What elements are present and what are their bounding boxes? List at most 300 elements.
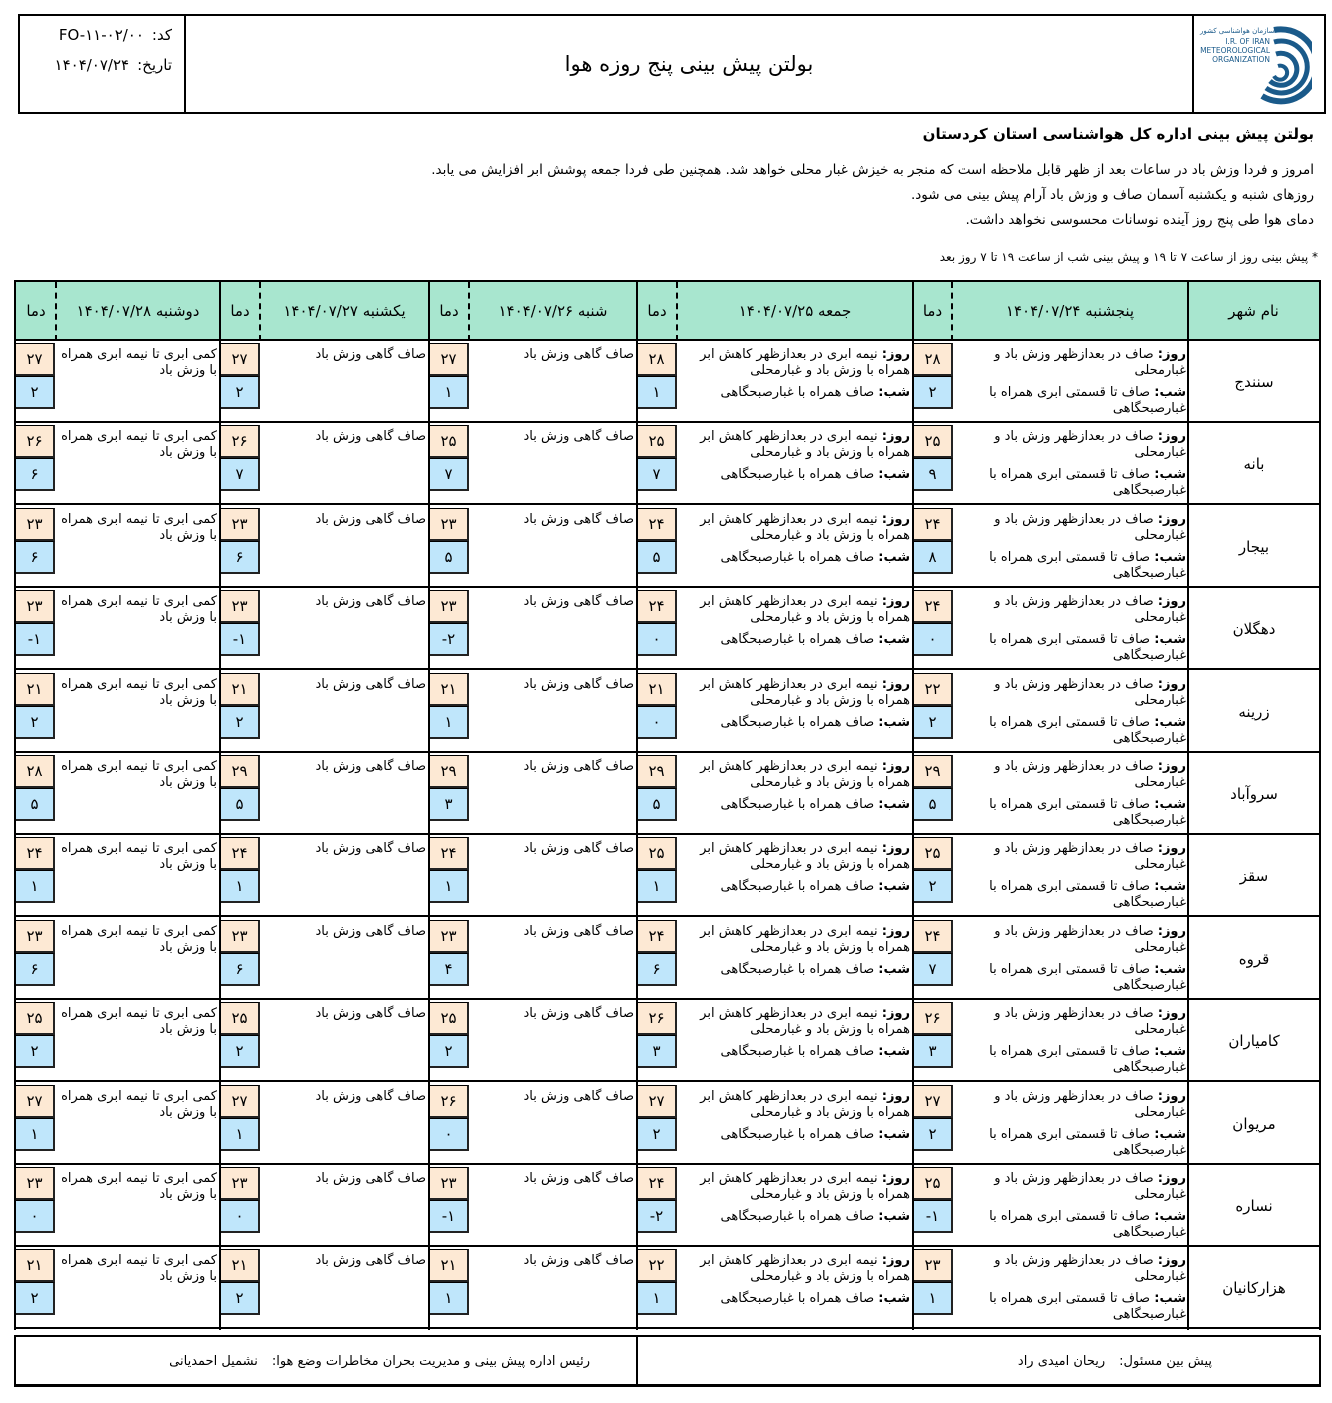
day-text: نیمه ابری در بعدازظهر کاهش ابر همراه با وزش باد و غبارمحلی	[700, 1089, 910, 1120]
min-temp-thursday: ۰	[913, 623, 953, 656]
day-text: نیمه ابری در بعدازظهر کاهش ابر همراه با وزش باد و غبارمحلی	[700, 512, 910, 543]
min-temp-sunday: ۷	[220, 458, 260, 491]
day-text: نیمه ابری در بعدازظهر کاهش ابر همراه با وزش باد و غبارمحلی	[700, 1171, 910, 1202]
weather-description-sunday: صاف گاهی وزش باد	[315, 1089, 426, 1104]
min-temp-monday: ۶	[15, 541, 55, 574]
day-text: صاف در بعدازظهر وزش باد و غبارمحلی	[994, 1253, 1186, 1284]
weather-description-sunday: صاف گاهی وزش باد	[315, 1171, 426, 1186]
day-label: روز:	[881, 759, 910, 774]
day-forecast	[681, 759, 910, 791]
min-temp-saturday: ۵	[429, 541, 469, 574]
max-temp-thursday: ۲۶	[913, 1002, 953, 1035]
night-forecast	[681, 632, 910, 648]
weather-description-sunday: صاف گاهی وزش باد	[315, 924, 426, 939]
night-text: صاف تا قسمتی ابری همراه با غبارصبحگاهی	[989, 1209, 1186, 1240]
day-forecast	[681, 1006, 910, 1038]
weather-description-thursday	[956, 759, 1186, 829]
max-temp-friday: ۲۸	[637, 343, 677, 376]
day-label: روز:	[881, 1171, 910, 1186]
night-text: صاف همراه با غبارصبحگاهی	[720, 632, 875, 647]
max-temp-saturday: ۲۴	[429, 837, 469, 870]
night-label: شب:	[878, 1209, 910, 1224]
day-header-saturday: شنبه ۱۴۰۴/۰۷/۲۶	[469, 280, 637, 341]
weather-description-sunday: صاف گاهی وزش باد	[315, 347, 426, 362]
night-text: صاف تا قسمتی ابری همراه با غبارصبحگاهی	[989, 797, 1186, 828]
temp-header-monday: دما	[14, 280, 56, 341]
min-temp-sunday: ۲	[220, 376, 260, 409]
weather-description-monday: کمی ابری تا نیمه ابری همراه با وزش باد	[61, 429, 217, 460]
night-forecast	[956, 797, 1186, 829]
weather-description-friday	[681, 1253, 910, 1307]
temp-header-friday: دما	[637, 280, 677, 341]
night-text: صاف همراه با غبارصبحگاهی	[720, 550, 875, 565]
max-temp-monday: ۲۸	[15, 755, 55, 788]
night-label: شب:	[1154, 550, 1186, 565]
day-text: صاف در بعدازظهر وزش باد و غبارمحلی	[994, 594, 1186, 625]
document-code-box	[18, 14, 186, 114]
night-label: شب:	[1154, 715, 1186, 730]
night-text: صاف همراه با غبارصبحگاهی	[720, 467, 875, 482]
column-divider	[219, 280, 221, 1330]
day-text: نیمه ابری در بعدازظهر کاهش ابر همراه با وزش باد و غبارمحلی	[700, 924, 910, 955]
day-label: روز:	[1157, 1171, 1186, 1186]
night-text: صاف همراه با غبارصبحگاهی	[720, 715, 875, 730]
max-temp-sunday: ۲۶	[220, 425, 260, 458]
max-temp-friday: ۲۴	[637, 920, 677, 953]
night-label: شب:	[878, 550, 910, 565]
min-temp-friday: ۲	[637, 1118, 677, 1151]
max-temp-friday: ۲۴	[637, 590, 677, 623]
city-name: نساره	[1235, 1197, 1273, 1215]
night-label: شب:	[1154, 1291, 1186, 1306]
day-label: روز:	[881, 594, 910, 609]
day-label: روز:	[1157, 924, 1186, 939]
night-text: صاف همراه با غبارصبحگاهی	[720, 1127, 875, 1142]
max-temp-friday: ۲۶	[637, 1002, 677, 1035]
day-label: روز:	[1157, 429, 1186, 444]
min-temp-saturday: ۲	[429, 1035, 469, 1068]
weather-description-friday	[681, 924, 910, 978]
intro-line-3: دمای هوا طی پنج روز آینده نوسانات محسوسی نخواهد داشت.	[965, 212, 1314, 228]
code-line	[59, 26, 172, 44]
night-label: شب:	[878, 385, 910, 400]
day-header-thursday: پنجشنبه ۱۴۰۴/۰۷/۲۴	[952, 280, 1188, 341]
header-divider	[259, 282, 261, 341]
day-text: نیمه ابری در بعدازظهر کاهش ابر همراه با وزش باد و غبارمحلی	[700, 347, 910, 378]
min-temp-monday: ۱	[15, 870, 55, 903]
max-temp-friday: ۲۴	[637, 1167, 677, 1200]
max-temp-sunday: ۲۳	[220, 590, 260, 623]
max-temp-thursday: ۲۴	[913, 508, 953, 541]
city-name: کامیاران	[1228, 1032, 1280, 1050]
night-forecast	[681, 467, 910, 483]
city-name: سقز	[1239, 867, 1269, 885]
min-temp-monday: ۵	[15, 788, 55, 821]
weather-description-thursday	[956, 841, 1186, 911]
night-label: شب:	[1154, 879, 1186, 894]
day-text: صاف در بعدازظهر وزش باد و غبارمحلی	[994, 512, 1186, 543]
night-label: شب:	[878, 1044, 910, 1059]
max-temp-saturday: ۲۵	[429, 1002, 469, 1035]
department-head-name: نشمیل احمدیانی	[169, 1354, 258, 1369]
city-name: مریوان	[1232, 1115, 1276, 1133]
min-temp-friday: ۵	[637, 788, 677, 821]
min-temp-sunday: -۱	[220, 623, 260, 656]
weather-description-sunday: صاف گاهی وزش باد	[315, 429, 426, 444]
night-forecast	[956, 962, 1186, 994]
weather-description-friday	[681, 1171, 910, 1225]
min-temp-monday: ۲	[15, 706, 55, 739]
max-temp-sunday: ۲۳	[220, 1167, 260, 1200]
day-text: صاف در بعدازظهر وزش باد و غبارمحلی	[994, 841, 1186, 872]
weather-description-thursday	[956, 429, 1186, 499]
min-temp-monday: ۲	[15, 1282, 55, 1315]
day-forecast	[956, 759, 1186, 791]
max-temp-thursday: ۲۷	[913, 1085, 953, 1118]
city-column-header: نام شهر	[1188, 280, 1321, 341]
max-temp-sunday: ۲۱	[220, 1249, 260, 1282]
weather-description-friday	[681, 759, 910, 813]
logo-text-en-2: METEOROLOGICAL	[1200, 46, 1270, 55]
min-temp-thursday: ۱	[913, 1282, 953, 1315]
night-label: شب:	[878, 715, 910, 730]
weather-description-sunday: صاف گاهی وزش باد	[315, 512, 426, 527]
weather-description-saturday: صاف گاهی وزش باد	[523, 429, 634, 444]
weather-description-thursday	[956, 347, 1186, 417]
weather-description-friday	[681, 1089, 910, 1143]
max-temp-monday: ۲۱	[15, 673, 55, 706]
day-forecast	[681, 1089, 910, 1121]
table-border	[1319, 280, 1321, 1330]
weather-description-saturday: صاف گاهی وزش باد	[523, 924, 634, 939]
day-forecast	[681, 677, 910, 709]
max-temp-saturday: ۲۱	[429, 673, 469, 706]
max-temp-thursday: ۲۹	[913, 755, 953, 788]
department-head-label: رئیس اداره پیش بینی و مدیریت بحران مخاطرات وضع هوا:	[271, 1354, 590, 1369]
min-temp-sunday: ۱	[220, 1118, 260, 1151]
max-temp-friday: ۲۷	[637, 1085, 677, 1118]
night-forecast	[681, 1209, 910, 1225]
day-forecast	[956, 512, 1186, 544]
day-text: صاف در بعدازظهر وزش باد و غبارمحلی	[994, 347, 1186, 378]
max-temp-saturday: ۲۷	[429, 343, 469, 376]
day-label: روز:	[1157, 347, 1186, 362]
min-temp-thursday: ۷	[913, 953, 953, 986]
day-forecast	[956, 594, 1186, 626]
bulletin-heading: بولتن پیش بینی اداره کل هواشناسی استان کردستان	[922, 125, 1314, 143]
day-text: نیمه ابری در بعدازظهر کاهش ابر همراه با وزش باد و غبارمحلی	[700, 759, 910, 790]
min-temp-monday: ۶	[15, 953, 55, 986]
day-label: روز:	[1157, 677, 1186, 692]
weather-description-thursday	[956, 1089, 1186, 1159]
min-temp-saturday: ۷	[429, 458, 469, 491]
logo-text-en-1: I.R. OF IRAN	[1225, 37, 1270, 46]
night-forecast	[956, 1291, 1186, 1323]
night-forecast	[681, 385, 910, 401]
min-temp-friday: ۱	[637, 1282, 677, 1315]
min-temp-monday: ۱	[15, 1118, 55, 1151]
night-label: شب:	[1154, 467, 1186, 482]
min-temp-saturday: ۱	[429, 870, 469, 903]
min-temp-sunday: ۲	[220, 1282, 260, 1315]
max-temp-monday: ۲۳	[15, 590, 55, 623]
day-forecast	[956, 1089, 1186, 1121]
weather-description-friday	[681, 347, 910, 401]
day-text: صاف در بعدازظهر وزش باد و غبارمحلی	[994, 429, 1186, 460]
weather-description-thursday	[956, 1253, 1186, 1323]
max-temp-thursday: ۲۲	[913, 673, 953, 706]
day-forecast	[956, 429, 1186, 461]
night-forecast	[681, 715, 910, 731]
day-label: روز:	[881, 1006, 910, 1021]
day-text: نیمه ابری در بعدازظهر کاهش ابر همراه با وزش باد و غبارمحلی	[700, 1006, 910, 1037]
min-temp-saturday: ۱	[429, 376, 469, 409]
day-text: صاف در بعدازظهر وزش باد و غبارمحلی	[994, 1006, 1186, 1037]
night-label: شب:	[878, 879, 910, 894]
day-text: صاف در بعدازظهر وزش باد و غبارمحلی	[994, 759, 1186, 790]
max-temp-saturday: ۲۳	[429, 1167, 469, 1200]
day-text: صاف در بعدازظهر وزش باد و غبارمحلی	[994, 677, 1186, 708]
day-forecast	[956, 1006, 1186, 1038]
night-text: صاف تا قسمتی ابری همراه با غبارصبحگاهی	[989, 1291, 1186, 1322]
min-temp-friday: ۰	[637, 623, 677, 656]
day-forecast	[956, 1253, 1186, 1285]
night-forecast	[956, 467, 1186, 499]
max-temp-saturday: ۲۳	[429, 590, 469, 623]
night-label: شب:	[878, 1127, 910, 1142]
max-temp-saturday: ۲۹	[429, 755, 469, 788]
min-temp-thursday: ۲	[913, 1118, 953, 1151]
min-temp-sunday: ۱	[220, 870, 260, 903]
forecaster-name: ریحان امیدی راد	[1017, 1354, 1106, 1369]
temp-header-sunday: دما	[220, 280, 260, 341]
day-label: روز:	[881, 841, 910, 856]
day-label: روز:	[1157, 512, 1186, 527]
weather-description-saturday: صاف گاهی وزش باد	[523, 347, 634, 362]
max-temp-monday: ۲۴	[15, 837, 55, 870]
max-temp-saturday: ۲۶	[429, 1085, 469, 1118]
max-temp-monday: ۲۷	[15, 1085, 55, 1118]
max-temp-sunday: ۲۷	[220, 343, 260, 376]
max-temp-thursday: ۲۴	[913, 920, 953, 953]
page-title: بولتن پیش بینی پنج روزه هوا	[564, 52, 814, 76]
night-text: صاف همراه با غبارصبحگاهی	[720, 962, 875, 977]
day-forecast	[681, 512, 910, 544]
date-line	[55, 56, 172, 74]
max-temp-friday: ۲۲	[637, 1249, 677, 1282]
day-forecast	[681, 1171, 910, 1203]
day-forecast	[956, 347, 1186, 379]
weather-description-thursday	[956, 677, 1186, 747]
day-text: نیمه ابری در بعدازظهر کاهش ابر همراه با وزش باد و غبارمحلی	[700, 677, 910, 708]
min-temp-monday: -۱	[15, 623, 55, 656]
night-text: صاف تا قسمتی ابری همراه با غبارصبحگاهی	[989, 632, 1186, 663]
weather-description-sunday: صاف گاهی وزش باد	[315, 1006, 426, 1021]
night-forecast	[956, 1044, 1186, 1076]
max-temp-friday: ۲۵	[637, 837, 677, 870]
code-value: FO-۱۱-۰۲/۰۰	[58, 26, 144, 44]
weather-description-monday: کمی ابری تا نیمه ابری همراه با وزش باد	[61, 594, 217, 625]
night-text: صاف تا قسمتی ابری همراه با غبارصبحگاهی	[989, 1127, 1186, 1158]
max-temp-thursday: ۲۵	[913, 837, 953, 870]
code-label: کد:	[151, 26, 172, 44]
max-temp-saturday: ۲۱	[429, 1249, 469, 1282]
max-temp-saturday: ۲۵	[429, 425, 469, 458]
max-temp-thursday: ۲۵	[913, 425, 953, 458]
day-label: روز:	[881, 347, 910, 362]
day-label: روز:	[881, 429, 910, 444]
weather-description-thursday	[956, 594, 1186, 664]
weather-description-saturday: صاف گاهی وزش باد	[523, 677, 634, 692]
night-forecast	[956, 879, 1186, 911]
min-temp-saturday: ۱	[429, 706, 469, 739]
weather-description-saturday: صاف گاهی وزش باد	[523, 1171, 634, 1186]
max-temp-monday: ۲۳	[15, 920, 55, 953]
city-name: قروه	[1238, 950, 1270, 968]
weather-description-monday: کمی ابری تا نیمه ابری همراه با وزش باد	[61, 347, 217, 378]
max-temp-sunday: ۲۳	[220, 508, 260, 541]
day-label: روز:	[881, 512, 910, 527]
city-name: سنندج	[1234, 373, 1274, 391]
night-text: صاف همراه با غبارصبحگاهی	[720, 1209, 875, 1224]
weather-description-saturday: صاف گاهی وزش باد	[523, 1089, 634, 1104]
night-label: شب:	[878, 1291, 910, 1306]
weather-description-friday	[681, 841, 910, 895]
min-temp-friday: -۲	[637, 1200, 677, 1233]
header-divider	[951, 282, 953, 341]
min-temp-saturday: -۲	[429, 623, 469, 656]
min-temp-sunday: ۰	[220, 1200, 260, 1233]
weather-description-friday	[681, 677, 910, 731]
city-name: بیجار	[1238, 538, 1270, 556]
min-temp-thursday: ۲	[913, 870, 953, 903]
day-text: نیمه ابری در بعدازظهر کاهش ابر همراه با وزش باد و غبارمحلی	[700, 594, 910, 625]
day-text: صاف در بعدازظهر وزش باد و غبارمحلی	[994, 924, 1186, 955]
max-temp-monday: ۲۷	[15, 343, 55, 376]
max-temp-friday: ۲۴	[637, 508, 677, 541]
min-temp-friday: ۳	[637, 1035, 677, 1068]
logo-text-en-3: ORGANIZATION	[1212, 55, 1270, 64]
min-temp-saturday: ۰	[429, 1118, 469, 1151]
min-temp-thursday: ۹	[913, 458, 953, 491]
min-temp-sunday: ۵	[220, 788, 260, 821]
max-temp-friday: ۲۵	[637, 425, 677, 458]
night-forecast	[681, 879, 910, 895]
night-text: صاف تا قسمتی ابری همراه با غبارصبحگاهی	[989, 550, 1186, 581]
day-label: روز:	[1157, 1006, 1186, 1021]
weather-description-monday: کمی ابری تا نیمه ابری همراه با وزش باد	[61, 677, 217, 708]
day-text: نیمه ابری در بعدازظهر کاهش ابر همراه با وزش باد و غبارمحلی	[700, 429, 910, 460]
max-temp-monday: ۲۱	[15, 1249, 55, 1282]
min-temp-friday: ۰	[637, 706, 677, 739]
day-forecast	[956, 841, 1186, 873]
day-text: صاف در بعدازظهر وزش باد و غبارمحلی	[994, 1171, 1186, 1202]
weather-description-sunday: صاف گاهی وزش باد	[315, 841, 426, 856]
day-label: روز:	[881, 1089, 910, 1104]
max-temp-sunday: ۲۳	[220, 920, 260, 953]
weather-description-saturday: صاف گاهی وزش باد	[523, 1253, 634, 1268]
weather-description-saturday: صاف گاهی وزش باد	[523, 1006, 634, 1021]
night-label: شب:	[1154, 385, 1186, 400]
weather-description-saturday: صاف گاهی وزش باد	[523, 594, 634, 609]
day-label: روز:	[1157, 841, 1186, 856]
weather-description-thursday	[956, 512, 1186, 582]
min-temp-friday: ۷	[637, 458, 677, 491]
night-label: شب:	[878, 467, 910, 482]
forecaster-signature	[1018, 1354, 1212, 1369]
day-text: صاف در بعدازظهر وزش باد و غبارمحلی	[994, 1089, 1186, 1120]
night-text: صاف همراه با غبارصبحگاهی	[720, 1291, 875, 1306]
night-label: شب:	[1154, 962, 1186, 977]
weather-description-sunday: صاف گاهی وزش باد	[315, 677, 426, 692]
weather-description-friday	[681, 1006, 910, 1060]
weather-description-thursday	[956, 1171, 1186, 1241]
max-temp-sunday: ۲۷	[220, 1085, 260, 1118]
date-value: ۱۴۰۴/۰۷/۲۴	[54, 56, 130, 74]
day-label: روز:	[881, 1253, 910, 1268]
day-forecast	[956, 677, 1186, 709]
night-text: صاف همراه با غبارصبحگاهی	[720, 879, 875, 894]
min-temp-thursday: ۲	[913, 376, 953, 409]
min-temp-sunday: ۲	[220, 706, 260, 739]
weather-description-saturday: صاف گاهی وزش باد	[523, 759, 634, 774]
header-divider	[468, 282, 470, 341]
city-name: هزارکانیان	[1222, 1279, 1286, 1297]
night-forecast	[956, 715, 1186, 747]
night-label: شب:	[1154, 632, 1186, 647]
day-forecast	[681, 1253, 910, 1285]
night-label: شب:	[1154, 1127, 1186, 1142]
day-forecast	[681, 594, 910, 626]
max-temp-monday: ۲۵	[15, 1002, 55, 1035]
max-temp-saturday: ۲۳	[429, 920, 469, 953]
night-label: شب:	[878, 962, 910, 977]
city-name: سروآباد	[1230, 785, 1278, 803]
header-divider	[676, 282, 678, 341]
max-temp-monday: ۲۳	[15, 508, 55, 541]
weather-description-sunday: صاف گاهی وزش باد	[315, 759, 426, 774]
min-temp-friday: ۵	[637, 541, 677, 574]
day-header-friday: جمعه ۱۴۰۴/۰۷/۲۵	[677, 280, 913, 341]
night-forecast	[956, 1127, 1186, 1159]
night-text: صاف همراه با غبارصبحگاهی	[720, 797, 875, 812]
min-temp-monday: ۲	[15, 1035, 55, 1068]
min-temp-friday: ۶	[637, 953, 677, 986]
min-temp-friday: ۱	[637, 870, 677, 903]
min-temp-thursday: ۲	[913, 706, 953, 739]
max-temp-thursday: ۲۵	[913, 1167, 953, 1200]
min-temp-saturday: ۱	[429, 1282, 469, 1315]
night-text: صاف همراه با غبارصبحگاهی	[720, 385, 875, 400]
day-forecast	[681, 347, 910, 379]
weather-description-monday: کمی ابری تا نیمه ابری همراه با وزش باد	[61, 841, 217, 872]
day-forecast	[956, 924, 1186, 956]
weather-description-saturday: صاف گاهی وزش باد	[523, 841, 634, 856]
night-forecast	[956, 1209, 1186, 1241]
weather-description-friday	[681, 429, 910, 483]
max-temp-thursday: ۲۸	[913, 343, 953, 376]
table-border	[14, 280, 16, 1330]
max-temp-sunday: ۲۴	[220, 837, 260, 870]
min-temp-saturday: ۳	[429, 788, 469, 821]
min-temp-monday: ۶	[15, 458, 55, 491]
min-temp-friday: ۱	[637, 376, 677, 409]
max-temp-friday: ۲۹	[637, 755, 677, 788]
day-text: نیمه ابری در بعدازظهر کاهش ابر همراه با وزش باد و غبارمحلی	[700, 841, 910, 872]
night-forecast	[681, 1127, 910, 1143]
day-header-sunday: یکشنبه ۱۴۰۴/۰۷/۲۷	[260, 280, 429, 341]
logo-text-fa: سازمان هواشناسی کشور	[1200, 27, 1275, 35]
